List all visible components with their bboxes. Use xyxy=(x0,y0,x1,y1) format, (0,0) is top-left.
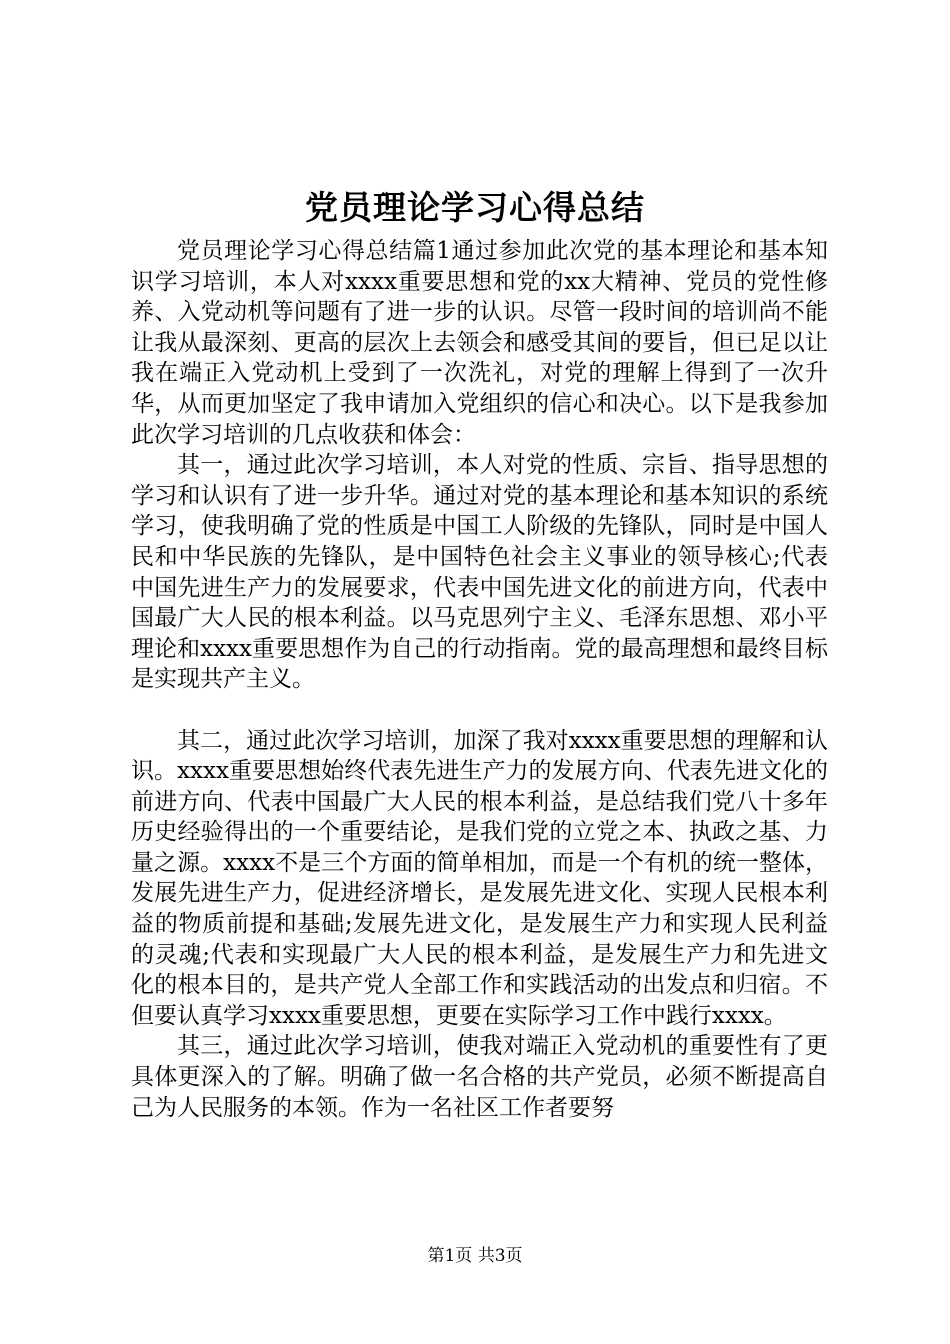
paragraph-point-two: 其二，通过此次学习培训，加深了我对xxxx重要思想的理解和认识。xxxx重要思想始终代表先进生产力的发展方向、代表先进文化的前进方向、代表中国最广大人民的根本利益，是总结我们党八十多年历史经验得出的一个重要结论，是我们党的立党之本、执政之基、力量之源。xxxx不是三个方面的简单相加，而是一个有机的统一整体，发展先进生产力，促进经济增长，是发展先进文化、实现人民根本利益的物质前提和基础;发展先进文化，是发展生产力和实现人民利益的灵魂;代表和实现最广大人民的根本利益，是发展生产力和先进文化的根本目的，是共产党人全部工作和实践活动的出发点和归宿。不但要认真学习xxxx重要思想，更要在实际学习工作中践行xxxx。 xyxy=(131,727,828,1029)
paragraph-intro: 党员理论学习心得总结篇1通过参加此次党的基本理论和基本知识学习培训，本人对xxxx重要思想和党的xx大精神、党员的党性修养、入党动机等问题有了进一步的认识。尽管一段时间的培训尚不能让我从最深刻、更高的层次上去领会和感受其间的要旨，但已足以让我在端正入党动机上受到了一次洗礼，对党的理解上得到了一次升华，从而更加坚定了我申请加入党组织的信心和决心。以下是我参加此次学习培训的几点收获和体会： xyxy=(131,238,828,448)
paragraph-point-three: 其三，通过此次学习培训，使我对端正入党动机的重要性有了更具体更深入的了解。明确了做一名合格的共产党员，必须不断提高自己为人民服务的本领。作为一名社区工作者要努 xyxy=(131,1033,828,1121)
paragraph-point-one: 其一，通过此次学习培训，本人对党的性质、宗旨、指导思想的学习和认识有了进一步升华。通过对党的基本理论和基本知识的系统学习，使我明确了党的性质是中国工人阶级的先锋队，同时是中国人民和中华民族的先锋队，是中国特色社会主义事业的领导核心;代表中国先进生产力的发展要求，代表中国先进文化的前进方向，代表中国最广大人民的根本利益。以马克思列宁主义、毛泽东思想、邓小平理论和xxxx重要思想作为自己的行动指南。党的最高理想和最终目标是实现共产主义。 xyxy=(131,452,828,693)
document-title: 党员理论学习心得总结 xyxy=(305,188,645,227)
document-body xyxy=(131,236,828,1123)
page-number-footer: 第1页 共3页 xyxy=(427,1246,523,1266)
